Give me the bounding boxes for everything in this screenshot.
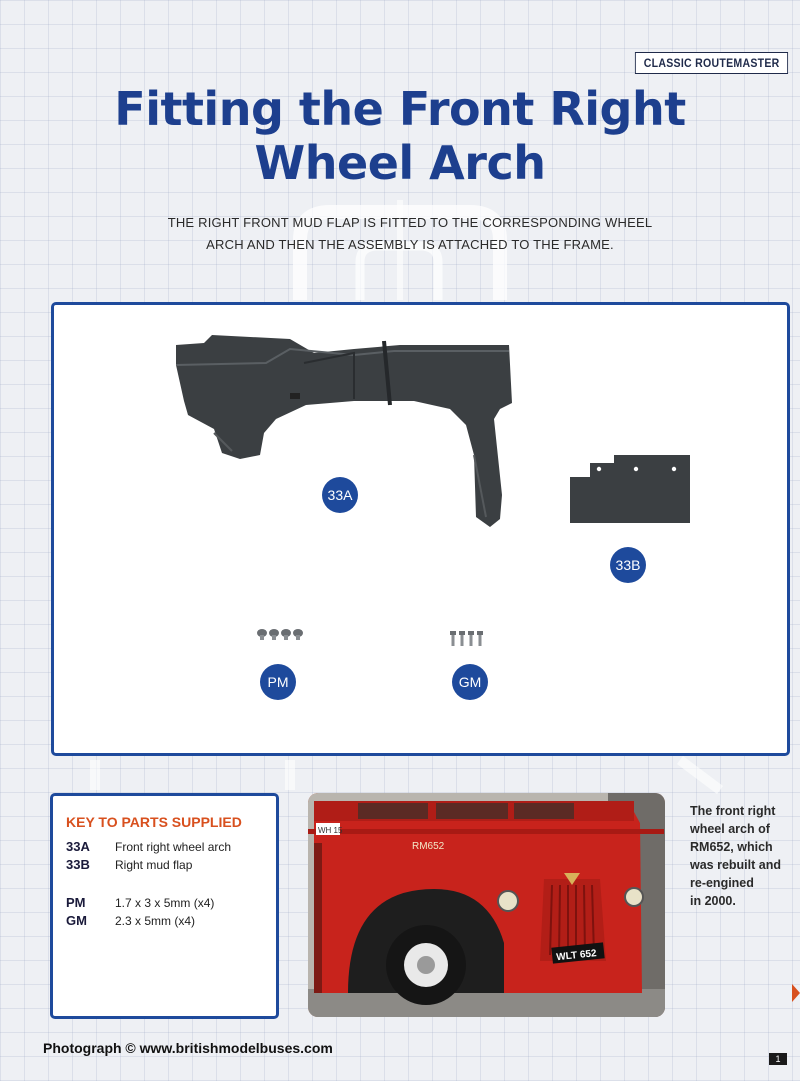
intro-line-2: ARCH AND THEN THE ASSEMBLY IS ATTACHED TO THE FRAME. [206,237,614,252]
photo-caption [690,802,790,910]
part-badge-pm: PM [260,664,296,700]
key-to-parts-box [50,793,279,1019]
gm-screws [450,631,483,646]
caption-line: wheel arch of [690,822,770,836]
fleet-number-text: RM652 [412,841,445,852]
caption-line: The front right [690,804,776,818]
part-badge-gm: GM [452,664,488,700]
page-title [0,82,800,190]
page-title-line-1: Fitting the Front Right [114,82,686,136]
key-code: GM [66,913,87,928]
caption-line: in 2000. [690,894,736,908]
part-badge-33b: 33B [610,547,646,583]
key-code: PM [66,895,86,910]
key-code: 33B [66,857,90,872]
key-description: 1.7 x 3 x 5mm (x4) [115,896,215,910]
bus-photo-illustration [308,793,665,1017]
parts-panel [51,302,790,756]
part-badge-33a: 33A [322,477,358,513]
caption-line: was rebuilt and [690,858,781,872]
parts-illustration [54,305,787,753]
intro-text [140,212,680,256]
photo-credit: Photograph © www.britishmodelbuses.com [43,1040,333,1056]
registration-plate-text: WLT 652 [555,948,598,964]
page-title-line-2: Wheel Arch [254,136,546,190]
key-row-33a [66,839,231,854]
next-page-arrow-icon [792,984,800,1002]
caption-line: re-engined [690,876,754,890]
bus-photograph [308,793,665,1017]
key-row-33b [66,857,192,872]
intro-line-1: THE RIGHT FRONT MUD FLAP IS FITTED TO THE CORRESPONDING WHEEL [167,215,653,230]
page-number: 1 [769,1053,787,1065]
key-code: 33A [66,839,90,854]
caption-line: RM652, which [690,840,773,854]
key-title: KEY TO PARTS SUPPLIED [66,814,242,830]
route-plate-text: WH 15 [318,826,343,835]
key-description: 2.3 x 5mm (x4) [115,914,196,928]
mud-flap-part-33b [570,455,690,523]
key-description: Right mud flap [115,858,193,872]
key-row-gm [66,913,195,928]
pm-screws [257,629,303,640]
key-description: Front right wheel arch [115,840,232,854]
key-row-pm [66,895,214,910]
series-tag: CLASSIC ROUTEMASTER [635,52,788,74]
